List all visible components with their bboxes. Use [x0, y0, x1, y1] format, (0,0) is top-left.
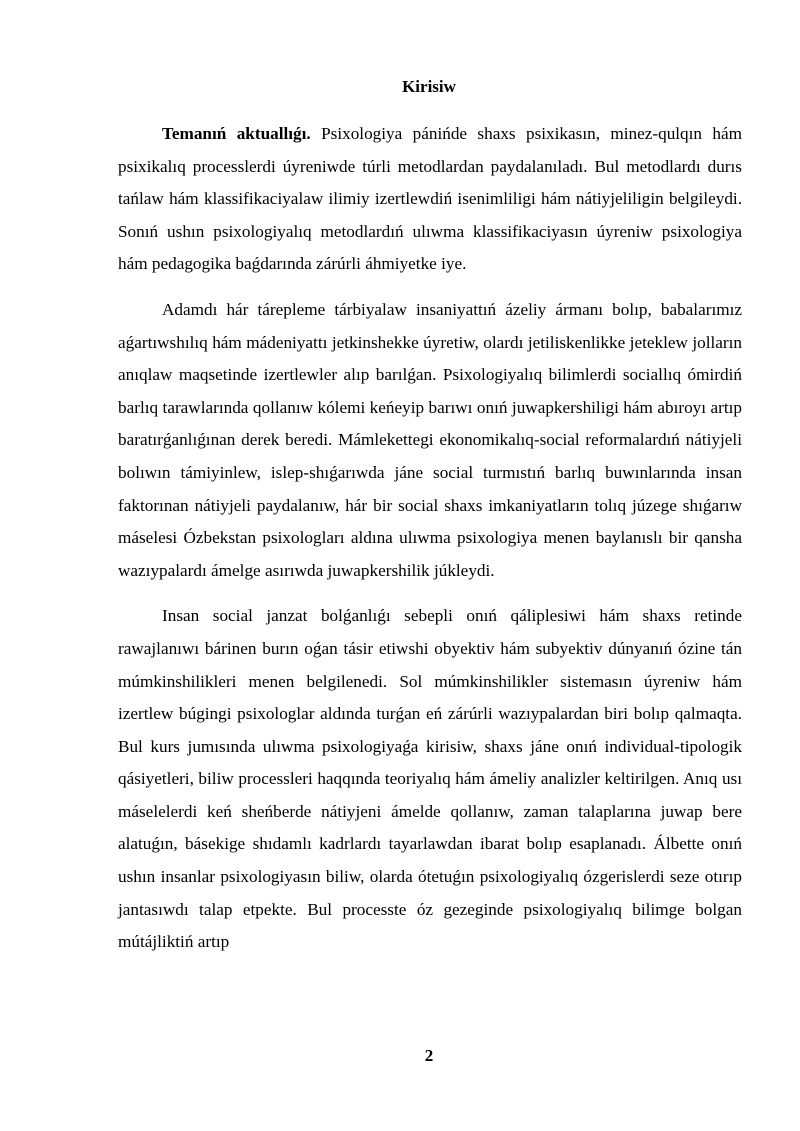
- page-number: 2: [424, 1046, 434, 1065]
- page-title: Kirisiw: [402, 77, 456, 96]
- paragraph-text: Psixologiya pánińde shaxs psixikasın, minez-qulqın hám psixikalıq processlerdi úyreniwde túrli metodlardan paydalanıladı. Bul metodlardı durıs tańlaw hám klassifikaciyalaw ilimiy izertlewdiń isenimliligi hám nátiyjeliligin belgileydi. Sonıń ushın psixologiyalıq metodlardıń ulıwma klassifikaciyasın úyreniw psixologiya hám pedagogika baǵdarında zárúrli áhmiyetke iye.: [118, 124, 742, 274]
- paragraph-text: Insan social janzat bolǵanlıǵı sebepli onıń qáliplesiwi hám shaxs retinde rawajlanıwı bárinen burın oǵan tásir etiwshi obyektiv hám subyektiv dúnyanıń ózine tán múmkinshilikleri menen belgilenedi. Sol múmkinshilikler sistemasın úyreniw hám izertlew búgingi psixologlar aldında turǵan eń zárúrli wazıypalardan biri bolıp qalmaqta. Bul kurs jumısında ulıwma psixologiyaǵa kirisiw, shaxs jáne onıń individual-tipologik qásiyetleri, biliw processleri haqqında teoriyalıq hám ámeliy analizler keltirilgen. Anıq usı máselelerdi keń sheńberde nátiyjeni ámelde qollanıw, zaman talaplarına juwap bere alatuǵın, básekige shıdamlı kadrlardı tayarlawdan ibarat bolıp esaplanadı. Álbette onıń ushın insanlar psixologiyasın biliw, olarda ótetuǵın psixologiyalıq ózgerislerdi seze otırıp jantasıwdı talap etpekte. Bul processte óz gezeginde psixologiyalıq bilimge bolgan mútájliktiń artıp: [118, 606, 742, 952]
- paragraph-text: Adamdı hár tárepleme tárbiyalaw insaniyattıń ázeliy ármanı bolıp, babalarımız aǵartıwshılıq hám mádeniyattı jetkinshekke úyretiw, olardı jetiliskenlikke jeteklew jolların anıqlaw maqsetinde izertlewler alıp barılǵan. Psixologiyalıq bilimlerdi sociallıq ómirdiń barlıq tarawlarında qollanıw kólemi keńeyip barıwı onıń juwapkershiligi hám abıroyı artıp baratırǵanlıǵınan derek beredi. Mámlekettegi ekonomikalıq-social reformalardıń nátiyjeli bolıwın támiyinlew, islep-shıǵarıwda jáne social turmıstıń barlıq buwınlarında insan faktorınan nátiyjeli paydalanıw, hár bir social shaxs imkaniyatların tolıq júzege shıǵarıw máselesi Ózbekstan psixologları aldına ulıwma psixologiya menen baylanıslı bir qansha wazıypalardı ámelge asırıwda juwapkershilik júkleydi.: [118, 299, 742, 580]
- paragraph-2: [118, 294, 742, 587]
- body-text: [118, 118, 742, 972]
- paragraph-1: [118, 118, 742, 281]
- paragraph-lead: Temanıń aktuallıǵı.: [162, 124, 311, 143]
- paragraph-3: [118, 600, 742, 959]
